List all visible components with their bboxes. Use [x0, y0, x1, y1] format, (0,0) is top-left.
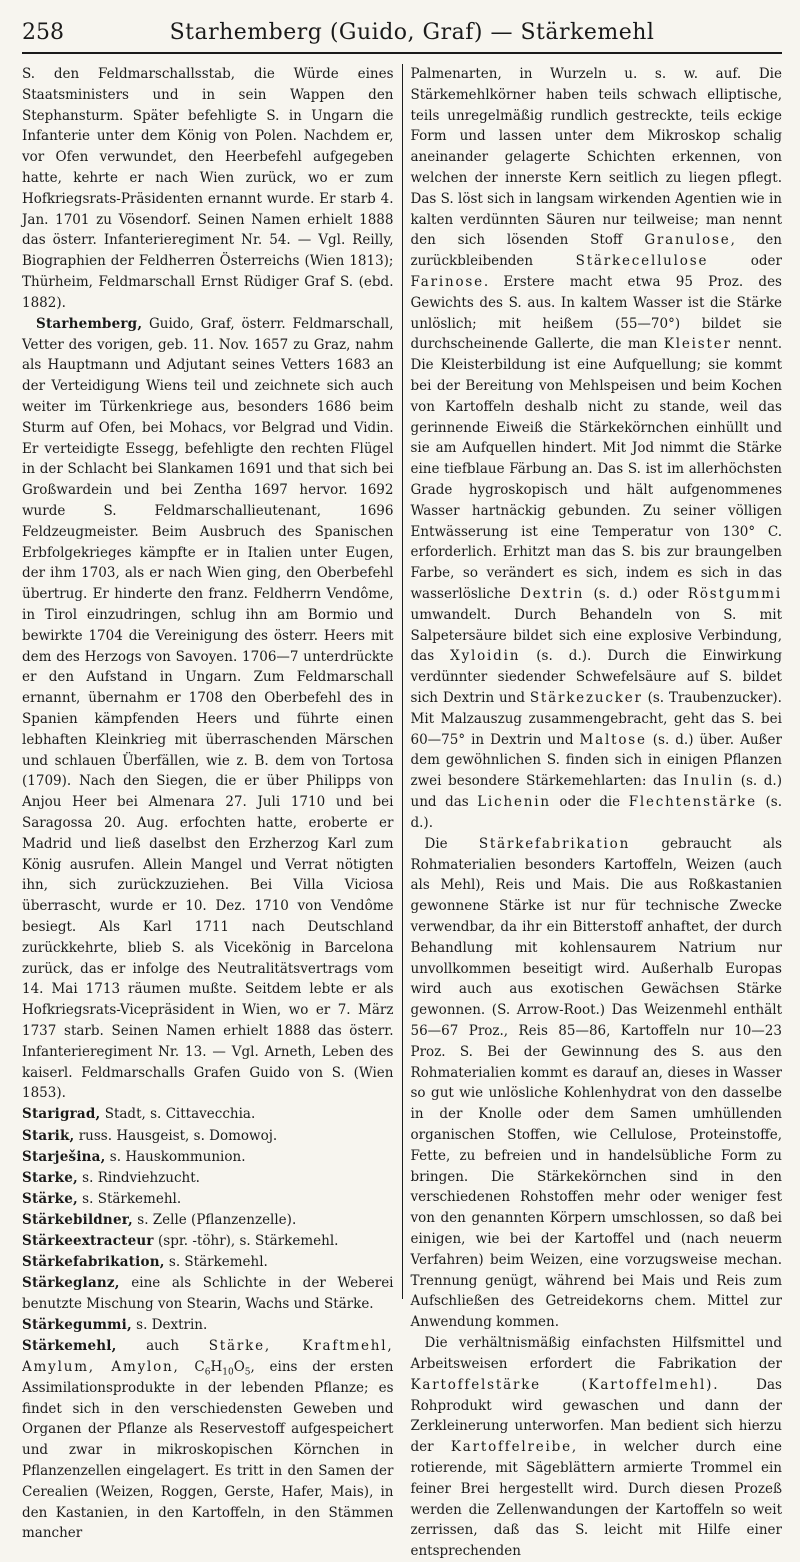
term: Dextrin	[520, 585, 585, 602]
running-head: Starhemberg (Guido, Graf) — Stärkemehl	[169, 20, 655, 45]
paragraph: Palmenarten, in Wurzeln u. s. w. auf. Die Stärkemehlkörner haben teils schwach elliptische, teils unregelmäßig rundlich gestreckte, teils eckige Form und lassen unter dem Mikroskop schalig aneinander gelagerte Schichten erkennen, von welchen der innerste Kern seitlich zu liegen pflegt. Das S. löst sich in langsam wirkenden Agentien wie in kalten verdünnten Säuren nur teilweise; man nennt den sich lösenden Stoff Granulose, den zurückbleibenden Stärkecellulose oder Farinose. Erstere macht etwa 95 Proz. des Gewichts des S. aus. In kaltem Wasser ist die Stärke unlöslich; mit heißem (55—70°) bildet sie durchscheinende Gallerte, die man Kleister nennt. Die Kleisterbildung ist eine Aufquellung; sie kommt bei der Bereitung von Mehlspeisen und beim Kochen von Kartoffeln deshalb nicht zu stande, weil das gerinnende Eiweiß die Stärkekörnchen einhüllt und sie am Aufquellen hindert. Mit Jod nimmt die Stärke eine tiefblaue Färbung an. Das S. ist im allerhöchsten Grade hygroskopisch und hält aufgenommenes Wasser hartnäckig gebunden. Zu seiner völligen Entwässerung ist eine Temperatur von 130° C. erforderlich. Erhitzt man das S. bis zur braungelben Farbe, so verändert es sich, indem es sich in das wasserlösliche Dextrin (s. d.) oder Röstgummi umwandelt. Durch Behandeln von S. mit Salpetersäure bildet sich eine explosive Verbindung, das Xyloidin (s. d.). Durch die Einwirkung verdünnter siedender Schwefelsäure auf S. bildet sich Dextrin und Stärkezucker (s. Traubenzucker). Mit Malzauszug zusammengebracht, geht das S. bei 60—75° in Dextrin und Maltose (s. d.) über. Außer dem gewöhnlichen S. finden sich in einigen Pflanzen zwei besondere Stärkemehlarten: das Inulin (s. d.) und das Lichenin oder die Flechtenstärke (s. d.).	[410, 66, 783, 831]
entry-starjesina: Starješina, s. Hauskommunion.	[22, 1148, 246, 1165]
term: Kartoffelreibe	[450, 1439, 572, 1456]
paragraph: Die verhältnismäßig einfachsten Hilfsmittel und Arbeitsweisen erfordert die Fabrikation der Kartoffelstärke (Kartoffelmehl). Das Rohprodukt wird gewaschen und dann der Zerkleinerung unterworfen. Man bedient sich hierzu der Kartoffelreibe, in welcher durch eine rotierende, mit Sägeblättern armierte Trommel ein feiner Brei hergestellt wird. Durch diesen Prozeß werden die Zellenwandungen der Kartoffeln so weit zerrissen, daß das S. leicht mit Hilfe einer entsprechenden	[410, 1335, 782, 1560]
headword: Stärkeglanz,	[22, 1275, 120, 1292]
entry-staerkeextracteur: Stärkeextracteur (spr. -töhr), s. Stärkemehl.	[22, 1233, 339, 1249]
right-column	[402, 64, 783, 1560]
headword: Stärkemehl,	[22, 1338, 117, 1355]
page-header	[22, 20, 782, 54]
entry-starik: Starik, russ. Hausgeist, s. Domowoj.	[22, 1127, 278, 1144]
entry-staerkemehl: Stärkemehl, auch Stärke, Kraftmehl, Amylum, Amylon, $C_6H_{10}O_5$, eins der ersten Assimilationsprodukte in der lebenden Pflanze; es findet sich in den verschiedensten Geweben und Organen der Pflanze als Reservestoff aufgespeichert und zwar in mikroskopischen Körnchen in Pflanzenzellen eingelagert. Es tritt in den Samen der Cerealien (Weizen, Roggen, Gerste, Hafer, Mais), in den Kastanien, in den Kartoffeln, in den Stämmen mancher	[22, 1338, 394, 1542]
page-number: 258	[22, 20, 64, 45]
term: Kleister	[663, 336, 732, 353]
entry-starigrad: Starigrad, Stadt, s. Cittavecchia.	[22, 1106, 256, 1123]
headword: Starhemberg,	[36, 315, 143, 332]
term: Röstgummi	[687, 585, 782, 602]
term: Xyloidin	[450, 648, 521, 665]
synonyms: Stärke, Kraftmehl, Amylum, Amylon,	[22, 1338, 394, 1375]
term: Kartoffelstärke (Kartoffelmehl)	[410, 1376, 714, 1393]
headword: Stärkebildner,	[22, 1211, 133, 1228]
headword: Stärkeextracteur	[22, 1233, 154, 1249]
term: Farinose	[410, 273, 484, 290]
headword: Starješina,	[22, 1148, 106, 1165]
term: Stärkezucker	[529, 689, 643, 706]
entry-staerke: Stärke, s. Stärkemehl.	[22, 1190, 182, 1207]
term: Granulose	[644, 232, 731, 249]
term: Stärkefabrikation	[478, 835, 631, 852]
entry-staerkebildner: Stärkebildner, s. Zelle (Pflanzenzelle).	[22, 1211, 297, 1228]
entry-staerkeglanz: Stärkeglanz, eine als Schlichte in der Weberei benutzte Mischung von Stearin, Wachs und Stärke.	[22, 1275, 394, 1312]
term: Stärkecellulose	[575, 253, 709, 270]
term: Lichenin	[477, 793, 551, 810]
term: Inulin	[683, 773, 735, 790]
headword: Starke,	[22, 1169, 78, 1186]
entry-staerkegummi: Stärkegummi, s. Dextrin.	[22, 1317, 208, 1334]
headword: Starigrad,	[22, 1106, 101, 1123]
left-column	[22, 64, 402, 1542]
headword: Stärke,	[22, 1190, 78, 1207]
term: Flechtenstärke	[628, 793, 757, 810]
paragraph: Die Stärkefabrikation gebraucht als Rohmaterialien besonders Kartoffeln, Weizen (auch als Mehl), Reis und Mais. Die aus Roßkastanien gewonnene Stärke ist nur für technische Zwecke verwendbar, da ihr ein Bitterstoff anhaftet, der durch Behandlung mit kohlensaurem Natrium nur unvollkommen beseitigt wird. Außerhalb Europas wird auch aus exotischen Gewächsen Stärke gewonnen. (S. Arrow-Root.) Das Weizenmehl enthält 56—67 Proz., Reis 85—86, Kartoffeln nur 10—23 Proz. S. Bei der Gewinnung des S. aus den Rohmaterialien kommt es darauf an, dieses in Wasser so gut wie unlösliche Kohlenhydrat von den dasselbe in der Knolle oder dem Samen umhüllenden organischen Stoffen, wie Cellulose, Proteinstoffe, Fette, zu befreien und in handelsübliche Form zu bringen. Die Stärkekörnchen sind in den verschiedenen Rohstoffen mehr oder weniger fest von den genannten Körpern umschlossen, so daß bei einigen, wie bei der Kartoffel und (nach neuerm Verfahren) beim Weizen, eine vorzugsweise mechan. Trennung genügt, während bei Mais und Reis zum Aufschließen des Getreidekorns chem. Mittel zur Anwendung kommen.	[410, 835, 783, 1331]
text-columns	[22, 64, 783, 1560]
headword: Stärkegummi,	[22, 1317, 132, 1334]
term: Maltose	[579, 731, 647, 748]
headword: Starik,	[22, 1127, 75, 1144]
entry-staerkefabrikation: Stärkefabrikation, s. Stärkemehl.	[22, 1254, 268, 1271]
headword: Stärkefabrikation,	[22, 1254, 165, 1271]
paragraph: S. den Feldmarschallsstab, die Würde eines Staatsministers und in sein Wappen den Stephansturm. Später befehligte S. in Ungarn die Infanterie unter dem König von Polen. Nachdem er, vor Ofen verwundet, den Heerbefehl aufgegeben hatte, kehrte er nach Wien zurück, wo er zum Hofkriegsrats-Präsidenten ernannt wurde. Er starb 4. Jan. 1701 zu Vösendorf. Seinen Namen erhielt 1888 das österr. Infanterieregiment Nr. 54. — Vgl. Reilly, Biographien der Feldherren Österreichs (Wien 1813); Thürheim, Feldmarschall Ernst Rüdiger Graf S. (ebd. 1882).	[22, 66, 394, 311]
entry-starhemberg-guido: Starhemberg, Guido, Graf, österr. Feldmarschall, Vetter des vorigen, geb. 11. Nov. 1657 zu Graz, nahm als Hauptmann und Adjutant seines Vetters 1683 an der Verteidigung Wiens teil und zeichnete sich auch weiter im Türkenkriege aus, besonders 1686 beim Sturm auf Ofen, bei Mohacs, vor Belgrad und Vidin. Er verteidigte Essegg, befehligte den rechten Flügel in der Schlacht bei Slankamen 1691 und that sich bei Großwardein und bei Zentha 1697 hervor. 1692 wurde S. Feldmarschallieutenant, 1696 Feldzeugmeister. Beim Ausbruch des Spanischen Erbfolgekrieges kämpfte er in Italien unter Eugen, der ihm 1703, als er nach Wien ging, den Oberbefehl übertrug. Er hinderte den franz. Feldherrn Vendôme, in Tirol einzudringen, schlug ihn am Bormio und bewirkte 1704 die Vereinigung des österr. Heers mit dem des Herzogs von Savoyen. 1706—7 unterdrückte er den Aufstand in Ungarn. Zum Feldmarschall ernannt, übernahm er 1708 den Oberbefehl des in Spanien kämpfenden Heers und führte einen lebhaften Kleinkrieg mit überraschenden Märschen und schlauen Überfällen, wie z. B. dem von Tortosa (1709). Nach den Siegen, die er über Philipps von Anjou Heer bei Almenara 27. Juli 1710 und bei Saragossa 20. Aug. erfochten hatte, eroberte er Madrid und ließ daselbst den Erzherzog Karl zum König ausrufen. Allein Mangel und Verrat nötigten ihn, sich zurückzuziehen. Bei Villa Viciosa überrascht, wurde er 10. Dez. 1710 von Vendôme besiegt. Als Karl 1711 nach Deutschland zurückkehrte, blieb S. als Vicekönig in Barcelona zurück, das er infolge des Neutralitätsvertrags vom 14. Mai 1713 räumen mußte. Seitdem lebte er als Hofkriegsrats-Vicepräsident in Wien, wo er 7. März 1737 starb. Seinen Namen erhielt 1888 das österr. Infanterieregiment Nr. 13. — Vgl. Arneth, Leben des kaiserl. Feldmarschalls Grafen Guido von S. (Wien 1853).	[22, 315, 394, 1102]
entry-starke: Starke, s. Rindviehzucht.	[22, 1169, 200, 1186]
